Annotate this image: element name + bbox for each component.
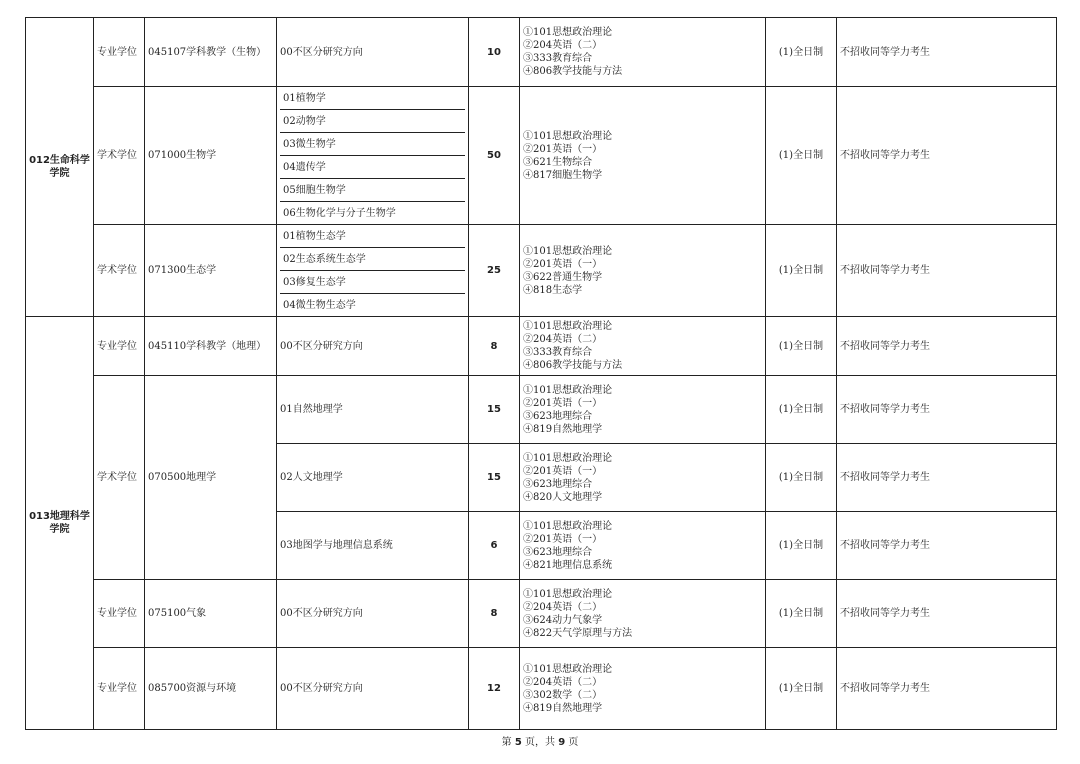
note-cell: 不招收同等学力考生	[837, 512, 1057, 580]
enrollment-count: 50	[469, 87, 520, 225]
direction-cell: 00不区分研究方向	[277, 648, 469, 730]
major-cell: 045110学科教学（地理）	[145, 317, 277, 376]
exam-subject: ④806教学技能与方法	[523, 360, 623, 371]
study-mode-cell: (1)全日制	[766, 580, 837, 648]
exam-subject: ②201英语（一）	[523, 533, 603, 545]
exam-subject: ④818生态学	[523, 284, 583, 296]
major-cell: 085700资源与环境	[145, 648, 277, 730]
footer-middle: 页，共	[525, 737, 555, 748]
study-mode-cell: (1)全日制	[766, 512, 837, 580]
direction-cell: 00不区分研究方向	[277, 317, 469, 376]
exam-subject: ③623地理综合	[523, 478, 593, 490]
exam-subject: ①101思想政治理论	[523, 588, 613, 600]
exam-subject: ①101思想政治理论	[523, 245, 613, 257]
degree-type-cell: 学术学位	[94, 87, 145, 225]
exam-subject: ①101思想政治理论	[523, 452, 613, 464]
direction-item: 03微生物学	[280, 133, 465, 156]
college-cell: 012生命科学学院	[26, 18, 94, 317]
enrollment-count: 6	[469, 512, 520, 580]
study-mode-cell: (1)全日制	[766, 87, 837, 225]
exam-subjects-cell	[520, 87, 766, 225]
major-cell: 071300生态学	[145, 225, 277, 317]
exam-subjects-cell	[520, 648, 766, 730]
exam-subjects-cell	[520, 376, 766, 444]
exam-subject: ③622普通生物学	[523, 271, 603, 283]
note-cell: 不招收同等学力考生	[837, 225, 1057, 317]
exam-subjects-cell	[520, 317, 766, 376]
page-footer	[0, 733, 1080, 748]
table-row	[26, 376, 1057, 444]
exam-subject: ①101思想政治理论	[523, 663, 613, 675]
major-cell: 071000生物学	[145, 87, 277, 225]
direction-cell: 02人文地理学	[277, 444, 469, 512]
enrollment-count: 15	[469, 444, 520, 512]
table-row	[26, 317, 1057, 376]
study-mode-cell: (1)全日制	[766, 376, 837, 444]
direction-list	[277, 87, 469, 225]
exam-subject: ④822天气学原理与方法	[523, 627, 633, 639]
direction-cell: 00不区分研究方向	[277, 580, 469, 648]
direction-item: 06生物化学与分子生物学	[283, 207, 396, 219]
major-cell: 070500地理学	[145, 376, 277, 580]
college-cell: 013地理科学学院	[26, 317, 94, 730]
exam-subject: ③624动力气象学	[523, 614, 603, 626]
study-mode-cell: (1)全日制	[766, 317, 837, 376]
exam-subject: ④817细胞生物学	[523, 169, 603, 181]
enrollment-count: 8	[469, 580, 520, 648]
exam-subject: ①101思想政治理论	[523, 520, 613, 532]
table-row	[26, 87, 1057, 225]
degree-type-cell: 专业学位	[94, 18, 145, 87]
note-cell: 不招收同等学力考生	[837, 18, 1057, 87]
table-row	[26, 580, 1057, 648]
degree-type-cell: 学术学位	[94, 225, 145, 317]
direction-cell: 03地图学与地理信息系统	[277, 512, 469, 580]
exam-subject: ①101思想政治理论	[523, 27, 613, 38]
exam-subject: ③623地理综合	[523, 546, 593, 558]
table-row	[26, 648, 1057, 730]
exam-subjects-cell	[520, 18, 766, 87]
exam-subject: ④821地理信息系统	[523, 559, 613, 571]
note-cell: 不招收同等学力考生	[837, 87, 1057, 225]
direction-item: 05细胞生物学	[280, 179, 465, 202]
exam-subjects-cell	[520, 580, 766, 648]
direction-item: 01植物学	[280, 87, 465, 110]
exam-subject: ②201英语（一）	[523, 258, 603, 270]
direction-item: 04遗传学	[280, 156, 465, 179]
exam-subject: ④806教学技能与方法	[523, 66, 623, 77]
enrollment-count: 25	[469, 225, 520, 317]
note-cell: 不招收同等学力考生	[837, 580, 1057, 648]
footer-prefix: 第	[501, 737, 512, 748]
major-cell: 045107学科教学（生物）	[145, 18, 277, 87]
table-row	[26, 225, 1057, 317]
enrollment-count: 12	[469, 648, 520, 730]
exam-subject: ②201英语（一）	[523, 143, 603, 155]
enrollment-count: 10	[469, 18, 520, 87]
exam-subject: ④819自然地理学	[523, 702, 603, 714]
study-mode-cell: (1)全日制	[766, 648, 837, 730]
table-row	[26, 18, 1057, 87]
exam-subject: ①101思想政治理论	[523, 321, 613, 332]
direction-item: 02生态系统生态学	[280, 248, 465, 271]
degree-type-cell: 专业学位	[94, 580, 145, 648]
note-cell: 不招收同等学力考生	[837, 376, 1057, 444]
page-total: 9	[558, 737, 566, 748]
page-number: 5	[514, 737, 522, 748]
exam-subject: ②204英语（二）	[523, 601, 603, 613]
major-cell: 075100气象	[145, 580, 277, 648]
study-mode-cell: (1)全日制	[766, 444, 837, 512]
exam-subject: ②201英语（一）	[523, 397, 603, 409]
enrollment-count: 8	[469, 317, 520, 376]
direction-list	[277, 225, 469, 317]
enrollment-count: 15	[469, 376, 520, 444]
exam-subjects-cell	[520, 444, 766, 512]
degree-type-cell: 专业学位	[94, 648, 145, 730]
direction-item: 03修复生态学	[280, 271, 465, 294]
exam-subject: ③621生物综合	[523, 156, 593, 168]
exam-subject: ①101思想政治理论	[523, 384, 613, 396]
exam-subject: ④820人文地理学	[523, 491, 603, 503]
exam-subject: ②201英语（一）	[523, 465, 603, 477]
degree-type-cell: 学术学位	[94, 376, 145, 580]
degree-type-cell: 专业学位	[94, 317, 145, 376]
exam-subject: ②204英语（二）	[523, 40, 603, 51]
exam-subject: ②204英语（二）	[523, 334, 603, 345]
exam-subject: ①101思想政治理论	[523, 130, 613, 142]
footer-suffix: 页	[568, 737, 579, 748]
exam-subject: ④819自然地理学	[523, 423, 603, 435]
note-cell: 不招收同等学力考生	[837, 648, 1057, 730]
exam-subjects-cell	[520, 512, 766, 580]
direction-item: 04微生物生态学	[283, 299, 356, 311]
study-mode-cell: (1)全日制	[766, 18, 837, 87]
exam-subject: ②204英语（二）	[523, 676, 603, 688]
exam-subject: ③623地理综合	[523, 410, 593, 422]
study-mode-cell: (1)全日制	[766, 225, 837, 317]
direction-item: 01植物生态学	[280, 225, 465, 248]
admissions-table	[25, 17, 1057, 730]
direction-item: 02动物学	[280, 110, 465, 133]
exam-subject: ③333教育综合	[523, 53, 593, 64]
direction-cell: 00不区分研究方向	[277, 18, 469, 87]
exam-subject: ③302数学（二）	[523, 689, 603, 701]
exam-subject: ③333教育综合	[523, 347, 593, 358]
exam-subjects-cell	[520, 225, 766, 317]
note-cell: 不招收同等学力考生	[837, 317, 1057, 376]
note-cell: 不招收同等学力考生	[837, 444, 1057, 512]
direction-cell: 01自然地理学	[277, 376, 469, 444]
